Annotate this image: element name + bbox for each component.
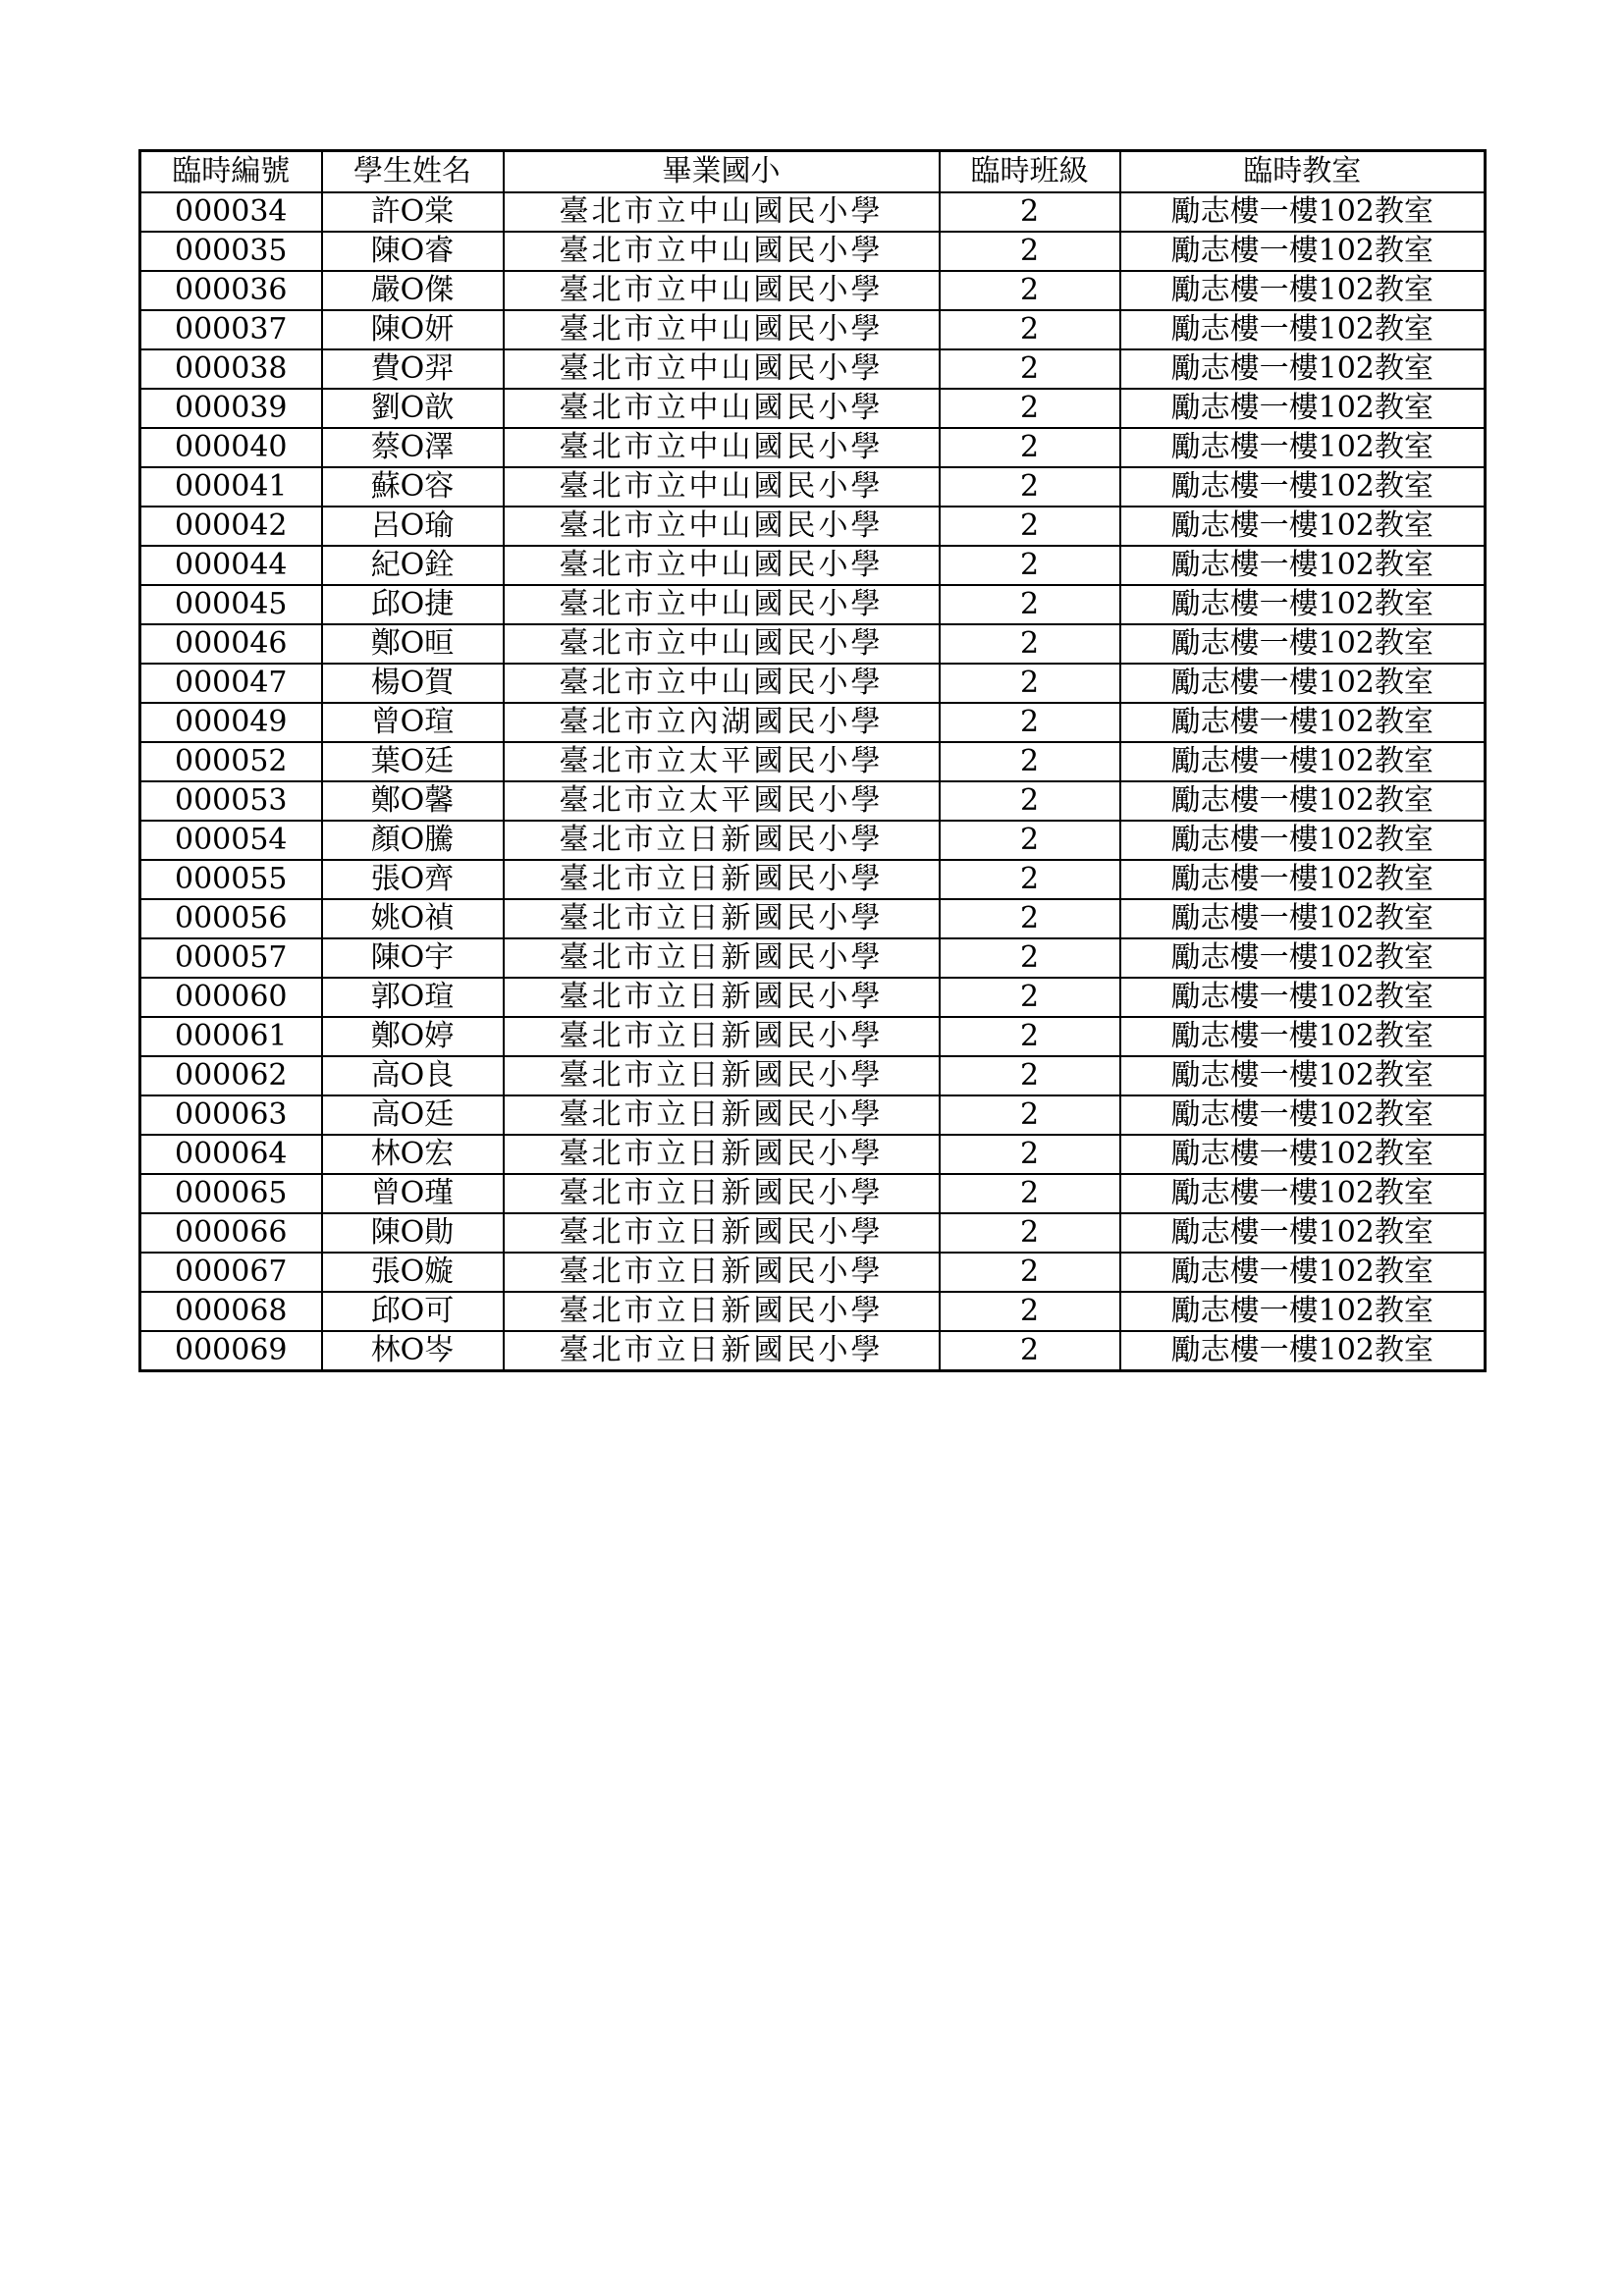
temp-id-cell: 000060 bbox=[140, 978, 322, 1017]
temp-id-cell: 000053 bbox=[140, 781, 322, 821]
classroom-cell: 勵志樓一樓102教室 bbox=[1120, 1253, 1486, 1292]
school-cell: 臺北市立日新國民小學 bbox=[504, 1213, 940, 1253]
classroom-cell: 勵志樓一樓102教室 bbox=[1120, 585, 1486, 624]
classroom-cell: 勵志樓一樓102教室 bbox=[1120, 1017, 1486, 1056]
student-name-cell: 葉O廷 bbox=[322, 742, 504, 781]
table-row bbox=[140, 310, 1486, 349]
school-cell: 臺北市立中山國民小學 bbox=[504, 507, 940, 546]
school-cell: 臺北市立中山國民小學 bbox=[504, 664, 940, 703]
classroom-cell: 勵志樓一樓102教室 bbox=[1120, 742, 1486, 781]
temp-id-cell: 000065 bbox=[140, 1174, 322, 1213]
classroom-cell: 勵志樓一樓102教室 bbox=[1120, 428, 1486, 467]
student-name-cell: 劉O歆 bbox=[322, 389, 504, 428]
classroom-cell: 勵志樓一樓102教室 bbox=[1120, 349, 1486, 389]
student-name-cell: 顏O騰 bbox=[322, 821, 504, 860]
classroom-cell: 勵志樓一樓102教室 bbox=[1120, 271, 1486, 310]
student-name-cell: 陳O勛 bbox=[322, 1213, 504, 1253]
student-roster-table bbox=[138, 149, 1487, 1372]
school-cell: 臺北市立中山國民小學 bbox=[504, 467, 940, 507]
class-cell: 2 bbox=[940, 1253, 1120, 1292]
table-row bbox=[140, 1213, 1486, 1253]
table-row bbox=[140, 742, 1486, 781]
class-cell: 2 bbox=[940, 1056, 1120, 1095]
class-cell: 2 bbox=[940, 507, 1120, 546]
school-cell: 臺北市立日新國民小學 bbox=[504, 1017, 940, 1056]
student-name-cell: 陳O宇 bbox=[322, 938, 504, 978]
temp-id-cell: 000056 bbox=[140, 899, 322, 938]
class-cell: 2 bbox=[940, 1135, 1120, 1174]
class-cell: 2 bbox=[940, 1017, 1120, 1056]
classroom-cell: 勵志樓一樓102教室 bbox=[1120, 703, 1486, 742]
student-name-cell: 林O宏 bbox=[322, 1135, 504, 1174]
school-cell: 臺北市立太平國民小學 bbox=[504, 742, 940, 781]
classroom-cell: 勵志樓一樓102教室 bbox=[1120, 232, 1486, 271]
school-cell: 臺北市立中山國民小學 bbox=[504, 232, 940, 271]
class-cell: 2 bbox=[940, 1213, 1120, 1253]
student-name-cell: 許O棠 bbox=[322, 192, 504, 232]
classroom-cell: 勵志樓一樓102教室 bbox=[1120, 310, 1486, 349]
school-cell: 臺北市立日新國民小學 bbox=[504, 860, 940, 899]
student-name-cell: 蘇O容 bbox=[322, 467, 504, 507]
student-name-cell: 張O嫙 bbox=[322, 1253, 504, 1292]
classroom-cell: 勵志樓一樓102教室 bbox=[1120, 1056, 1486, 1095]
classroom-cell: 勵志樓一樓102教室 bbox=[1120, 821, 1486, 860]
class-cell: 2 bbox=[940, 192, 1120, 232]
classroom-cell: 勵志樓一樓102教室 bbox=[1120, 1095, 1486, 1135]
school-cell: 臺北市立日新國民小學 bbox=[504, 899, 940, 938]
class-cell: 2 bbox=[940, 821, 1120, 860]
school-cell: 臺北市立中山國民小學 bbox=[504, 310, 940, 349]
class-cell: 2 bbox=[940, 232, 1120, 271]
table-row bbox=[140, 703, 1486, 742]
school-cell: 臺北市立日新國民小學 bbox=[504, 821, 940, 860]
class-cell: 2 bbox=[940, 742, 1120, 781]
temp-id-cell: 000069 bbox=[140, 1331, 322, 1371]
temp-id-cell: 000042 bbox=[140, 507, 322, 546]
student-name-cell: 呂O瑜 bbox=[322, 507, 504, 546]
classroom-cell: 勵志樓一樓102教室 bbox=[1120, 1331, 1486, 1371]
class-cell: 2 bbox=[940, 389, 1120, 428]
temp-id-cell: 000067 bbox=[140, 1253, 322, 1292]
table-row bbox=[140, 467, 1486, 507]
table-row bbox=[140, 349, 1486, 389]
header-row bbox=[140, 151, 1486, 193]
school-cell: 臺北市立中山國民小學 bbox=[504, 192, 940, 232]
student-name-cell: 費O羿 bbox=[322, 349, 504, 389]
table-row bbox=[140, 1253, 1486, 1292]
table-row bbox=[140, 428, 1486, 467]
temp-id-cell: 000062 bbox=[140, 1056, 322, 1095]
table-row bbox=[140, 899, 1486, 938]
student-name-cell: 高O廷 bbox=[322, 1095, 504, 1135]
column-header-temp-class: 臨時班級 bbox=[940, 151, 1120, 193]
table-row bbox=[140, 1292, 1486, 1331]
student-name-cell: 鄭O晅 bbox=[322, 624, 504, 664]
table-row bbox=[140, 585, 1486, 624]
student-name-cell: 蔡O澤 bbox=[322, 428, 504, 467]
temp-id-cell: 000054 bbox=[140, 821, 322, 860]
temp-id-cell: 000064 bbox=[140, 1135, 322, 1174]
classroom-cell: 勵志樓一樓102教室 bbox=[1120, 624, 1486, 664]
table-row bbox=[140, 978, 1486, 1017]
class-cell: 2 bbox=[940, 310, 1120, 349]
student-name-cell: 嚴O傑 bbox=[322, 271, 504, 310]
student-name-cell: 曾O瑄 bbox=[322, 703, 504, 742]
class-cell: 2 bbox=[940, 860, 1120, 899]
classroom-cell: 勵志樓一樓102教室 bbox=[1120, 899, 1486, 938]
school-cell: 臺北市立日新國民小學 bbox=[504, 1056, 940, 1095]
student-name-cell: 郭O瑄 bbox=[322, 978, 504, 1017]
temp-id-cell: 000047 bbox=[140, 664, 322, 703]
school-cell: 臺北市立中山國民小學 bbox=[504, 585, 940, 624]
table-row bbox=[140, 624, 1486, 664]
roster-body bbox=[140, 192, 1486, 1371]
classroom-cell: 勵志樓一樓102教室 bbox=[1120, 507, 1486, 546]
class-cell: 2 bbox=[940, 703, 1120, 742]
temp-id-cell: 000068 bbox=[140, 1292, 322, 1331]
school-cell: 臺北市立日新國民小學 bbox=[504, 1135, 940, 1174]
temp-id-cell: 000055 bbox=[140, 860, 322, 899]
class-cell: 2 bbox=[940, 428, 1120, 467]
class-cell: 2 bbox=[940, 1292, 1120, 1331]
student-name-cell: 紀O銓 bbox=[322, 546, 504, 585]
table-row bbox=[140, 821, 1486, 860]
column-header-student-name: 學生姓名 bbox=[322, 151, 504, 193]
table-row bbox=[140, 1174, 1486, 1213]
table-row bbox=[140, 507, 1486, 546]
school-cell: 臺北市立內湖國民小學 bbox=[504, 703, 940, 742]
temp-id-cell: 000045 bbox=[140, 585, 322, 624]
student-name-cell: 邱O可 bbox=[322, 1292, 504, 1331]
student-name-cell: 陳O妍 bbox=[322, 310, 504, 349]
temp-id-cell: 000057 bbox=[140, 938, 322, 978]
class-cell: 2 bbox=[940, 978, 1120, 1017]
student-name-cell: 張O齊 bbox=[322, 860, 504, 899]
classroom-cell: 勵志樓一樓102教室 bbox=[1120, 938, 1486, 978]
temp-id-cell: 000046 bbox=[140, 624, 322, 664]
class-cell: 2 bbox=[940, 349, 1120, 389]
student-name-cell: 姚O禎 bbox=[322, 899, 504, 938]
temp-id-cell: 000036 bbox=[140, 271, 322, 310]
class-cell: 2 bbox=[940, 467, 1120, 507]
table-row bbox=[140, 271, 1486, 310]
table-row bbox=[140, 664, 1486, 703]
classroom-cell: 勵志樓一樓102教室 bbox=[1120, 546, 1486, 585]
classroom-cell: 勵志樓一樓102教室 bbox=[1120, 781, 1486, 821]
school-cell: 臺北市立日新國民小學 bbox=[504, 1095, 940, 1135]
school-cell: 臺北市立中山國民小學 bbox=[504, 271, 940, 310]
table-row bbox=[140, 781, 1486, 821]
school-cell: 臺北市立中山國民小學 bbox=[504, 624, 940, 664]
temp-id-cell: 000040 bbox=[140, 428, 322, 467]
classroom-cell: 勵志樓一樓102教室 bbox=[1120, 860, 1486, 899]
temp-id-cell: 000044 bbox=[140, 546, 322, 585]
student-name-cell: 邱O捷 bbox=[322, 585, 504, 624]
class-cell: 2 bbox=[940, 899, 1120, 938]
table-row bbox=[140, 1017, 1486, 1056]
classroom-cell: 勵志樓一樓102教室 bbox=[1120, 192, 1486, 232]
table-row bbox=[140, 192, 1486, 232]
school-cell: 臺北市立太平國民小學 bbox=[504, 781, 940, 821]
class-cell: 2 bbox=[940, 271, 1120, 310]
table-row bbox=[140, 232, 1486, 271]
table-row bbox=[140, 860, 1486, 899]
school-cell: 臺北市立日新國民小學 bbox=[504, 1331, 940, 1371]
student-name-cell: 陳O睿 bbox=[322, 232, 504, 271]
school-cell: 臺北市立中山國民小學 bbox=[504, 428, 940, 467]
student-name-cell: 曾O瑾 bbox=[322, 1174, 504, 1213]
class-cell: 2 bbox=[940, 1331, 1120, 1371]
table-row bbox=[140, 1095, 1486, 1135]
table-row bbox=[140, 938, 1486, 978]
temp-id-cell: 000063 bbox=[140, 1095, 322, 1135]
table-row bbox=[140, 546, 1486, 585]
column-header-temp-classroom: 臨時教室 bbox=[1120, 151, 1486, 193]
classroom-cell: 勵志樓一樓102教室 bbox=[1120, 1292, 1486, 1331]
temp-id-cell: 000038 bbox=[140, 349, 322, 389]
class-cell: 2 bbox=[940, 781, 1120, 821]
column-header-temp-id: 臨時編號 bbox=[140, 151, 322, 193]
temp-id-cell: 000049 bbox=[140, 703, 322, 742]
class-cell: 2 bbox=[940, 938, 1120, 978]
table-row bbox=[140, 1056, 1486, 1095]
class-cell: 2 bbox=[940, 1095, 1120, 1135]
temp-id-cell: 000035 bbox=[140, 232, 322, 271]
school-cell: 臺北市立日新國民小學 bbox=[504, 938, 940, 978]
student-name-cell: 林O岑 bbox=[322, 1331, 504, 1371]
temp-id-cell: 000066 bbox=[140, 1213, 322, 1253]
class-cell: 2 bbox=[940, 585, 1120, 624]
classroom-cell: 勵志樓一樓102教室 bbox=[1120, 1135, 1486, 1174]
classroom-cell: 勵志樓一樓102教室 bbox=[1120, 467, 1486, 507]
school-cell: 臺北市立日新國民小學 bbox=[504, 1253, 940, 1292]
school-cell: 臺北市立日新國民小學 bbox=[504, 1174, 940, 1213]
temp-id-cell: 000034 bbox=[140, 192, 322, 232]
classroom-cell: 勵志樓一樓102教室 bbox=[1120, 1174, 1486, 1213]
classroom-cell: 勵志樓一樓102教室 bbox=[1120, 664, 1486, 703]
table-row bbox=[140, 1135, 1486, 1174]
temp-id-cell: 000052 bbox=[140, 742, 322, 781]
student-name-cell: 楊O賀 bbox=[322, 664, 504, 703]
classroom-cell: 勵志樓一樓102教室 bbox=[1120, 389, 1486, 428]
student-name-cell: 鄭O婷 bbox=[322, 1017, 504, 1056]
school-cell: 臺北市立日新國民小學 bbox=[504, 1292, 940, 1331]
classroom-cell: 勵志樓一樓102教室 bbox=[1120, 978, 1486, 1017]
school-cell: 臺北市立中山國民小學 bbox=[504, 546, 940, 585]
school-cell: 臺北市立中山國民小學 bbox=[504, 349, 940, 389]
class-cell: 2 bbox=[940, 546, 1120, 585]
student-name-cell: 鄭O馨 bbox=[322, 781, 504, 821]
temp-id-cell: 000041 bbox=[140, 467, 322, 507]
class-cell: 2 bbox=[940, 1174, 1120, 1213]
student-name-cell: 高O良 bbox=[322, 1056, 504, 1095]
temp-id-cell: 000061 bbox=[140, 1017, 322, 1056]
temp-id-cell: 000039 bbox=[140, 389, 322, 428]
class-cell: 2 bbox=[940, 624, 1120, 664]
classroom-cell: 勵志樓一樓102教室 bbox=[1120, 1213, 1486, 1253]
table-row bbox=[140, 1331, 1486, 1371]
temp-id-cell: 000037 bbox=[140, 310, 322, 349]
school-cell: 臺北市立日新國民小學 bbox=[504, 978, 940, 1017]
table-row bbox=[140, 389, 1486, 428]
column-header-elementary-school: 畢業國小 bbox=[504, 151, 940, 193]
class-cell: 2 bbox=[940, 664, 1120, 703]
school-cell: 臺北市立中山國民小學 bbox=[504, 389, 940, 428]
